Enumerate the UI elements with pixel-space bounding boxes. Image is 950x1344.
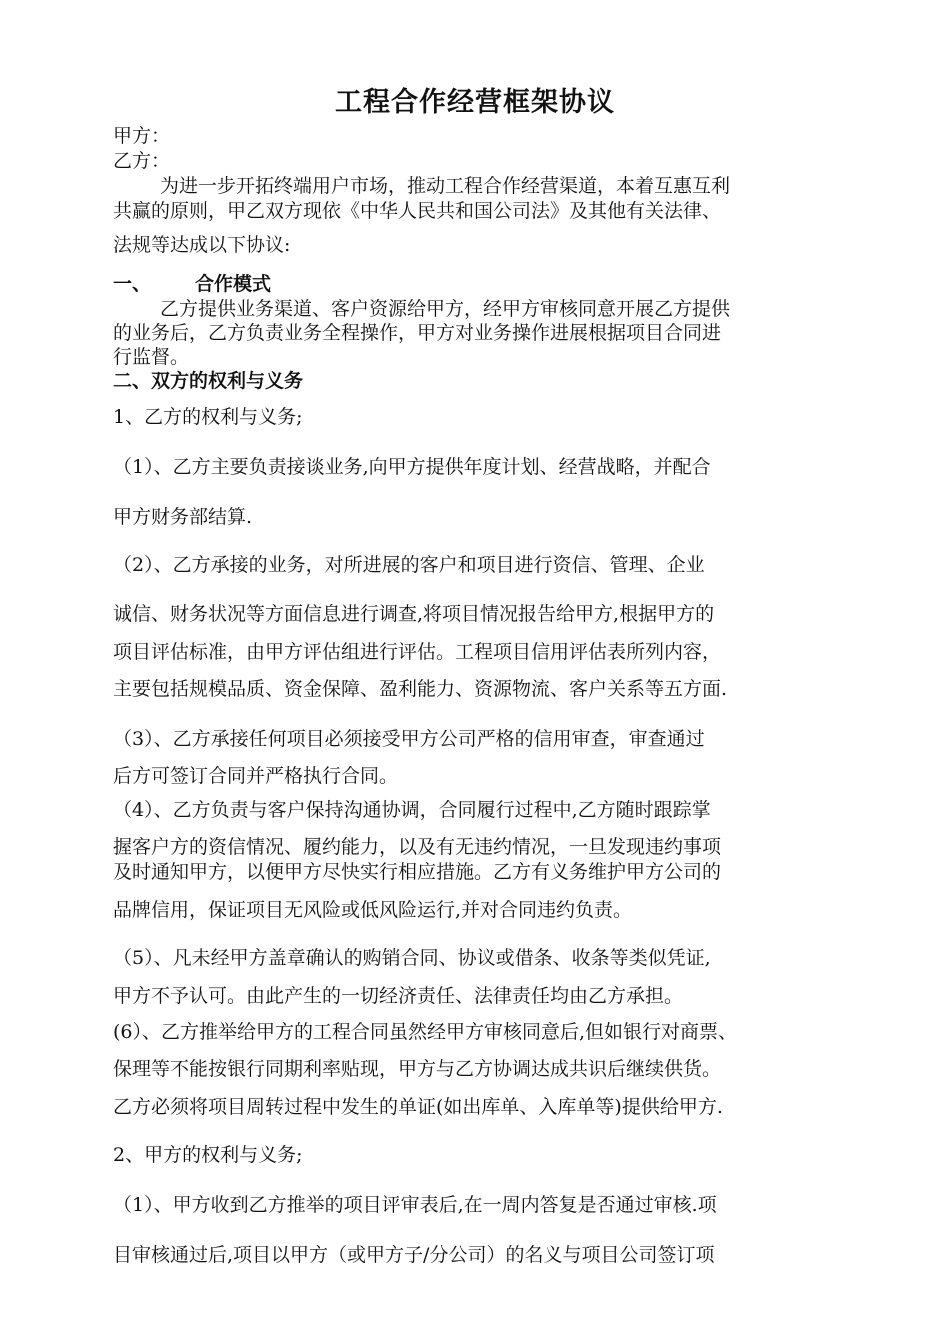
- item-4-line-1: （4）、乙方负责与客户保持沟通协调，合同履行过程中,乙方随时跟踪掌: [113, 799, 711, 821]
- item-5-line-2: 甲方不予认可。由此产生的一切经济责任、法律责任均由乙方承担。: [113, 985, 684, 1007]
- item-4-line-4: 品牌信用，保证项目无风险或低风险运行,并对合同违约负责。: [113, 899, 633, 921]
- intro-line-2: 共赢的原则，甲乙双方现依《中华人民共和国公司法》及其他有关法律、: [113, 200, 722, 222]
- item-1-line-1: （1）、乙方主要负责接谈业务,向甲方提供年度计划、经营战略，并配合: [113, 456, 711, 478]
- section-1-title: 合作模式: [195, 273, 272, 295]
- section-1-heading: [113, 272, 271, 296]
- item-2-line-3: 项目评估标准，由甲方评估组进行评估。工程项目信用评估表所列内容，: [113, 641, 722, 663]
- item-2-line-1: （2）、乙方承接的业务，对所进展的客户和项目进行资信、管理、企业: [113, 554, 705, 576]
- item-6-line-2: 保理等不能按银行同期利率贴现，甲方与乙方协调达成共识后继续供货。: [113, 1058, 722, 1080]
- item-4-line-3: 及时通知甲方，以便甲方尽快实行相应措施。乙方有义务维护甲方公司的: [113, 861, 722, 883]
- subsection-2-1: 1、乙方的权利与义务;: [113, 406, 303, 428]
- section-1-number: 一、: [113, 273, 152, 295]
- party-a-item-1-line-2: 目审核通过后,项目以甲方（或甲方子/分公司）的名义与项目公司签订项: [113, 1244, 715, 1266]
- item-2-line-2: 诚信、财务状况等方面信息进行调查,将项目情况报告给甲方,根据甲方的: [113, 603, 715, 625]
- intro-line-3: 法规等达成以下协议:: [113, 234, 291, 256]
- party-b-line: 乙方：: [113, 150, 171, 172]
- item-1-line-2: 甲方财务部结算.: [113, 506, 253, 528]
- item-3-line-2: 后方可签订合同并严格执行合同。: [113, 765, 399, 787]
- item-2-line-4: 主要包括规模品质、资金保障、盈利能力、资源物流、客户关系等五方面.: [113, 678, 728, 700]
- section-1-line-1: 乙方提供业务渠道、客户资源给甲方，经甲方审核同意开展乙方提供: [160, 298, 731, 320]
- item-4-line-2: 握客户方的资信情况、履约能力，以及有无违约情况，一旦发现违约事项: [113, 836, 722, 858]
- document-title: 工程合作经营框架协议: [335, 87, 615, 118]
- subsection-2-2: 2、甲方的权利与义务;: [113, 1144, 303, 1166]
- item-6-line-1: (6）、乙方推举给甲方的工程合同虽然经甲方审核同意后,但如银行对商票、: [113, 1021, 738, 1043]
- item-6-line-3: 乙方必须将项目周转过程中发生的单证(如出库单、入库单等)提供给甲方.: [113, 1096, 723, 1118]
- section-1-line-2: 的业务后，乙方负责业务全程操作，甲方对业务操作进展根据项目合同进: [113, 322, 722, 344]
- intro-line-1: 为进一步开拓终端用户市场，推动工程合作经营渠道，本着互惠互利: [160, 175, 731, 197]
- party-a-line: 甲方：: [113, 125, 171, 147]
- item-3-line-1: （3）、乙方承接任何项目必须接受甲方公司严格的信用审查，审查通过: [113, 728, 705, 750]
- item-5-line-1: （5）、凡未经甲方盖章确认的购销合同、协议或借条、收条等类似凭证,: [113, 947, 711, 969]
- section-2-heading: 二、双方的权利与义务: [113, 370, 304, 392]
- section-1-line-3: 行监督。: [113, 346, 190, 368]
- party-a-item-1-line-1: （1）、甲方收到乙方推举的项目评审表后,在一周内答复是否通过审核.项: [113, 1194, 717, 1216]
